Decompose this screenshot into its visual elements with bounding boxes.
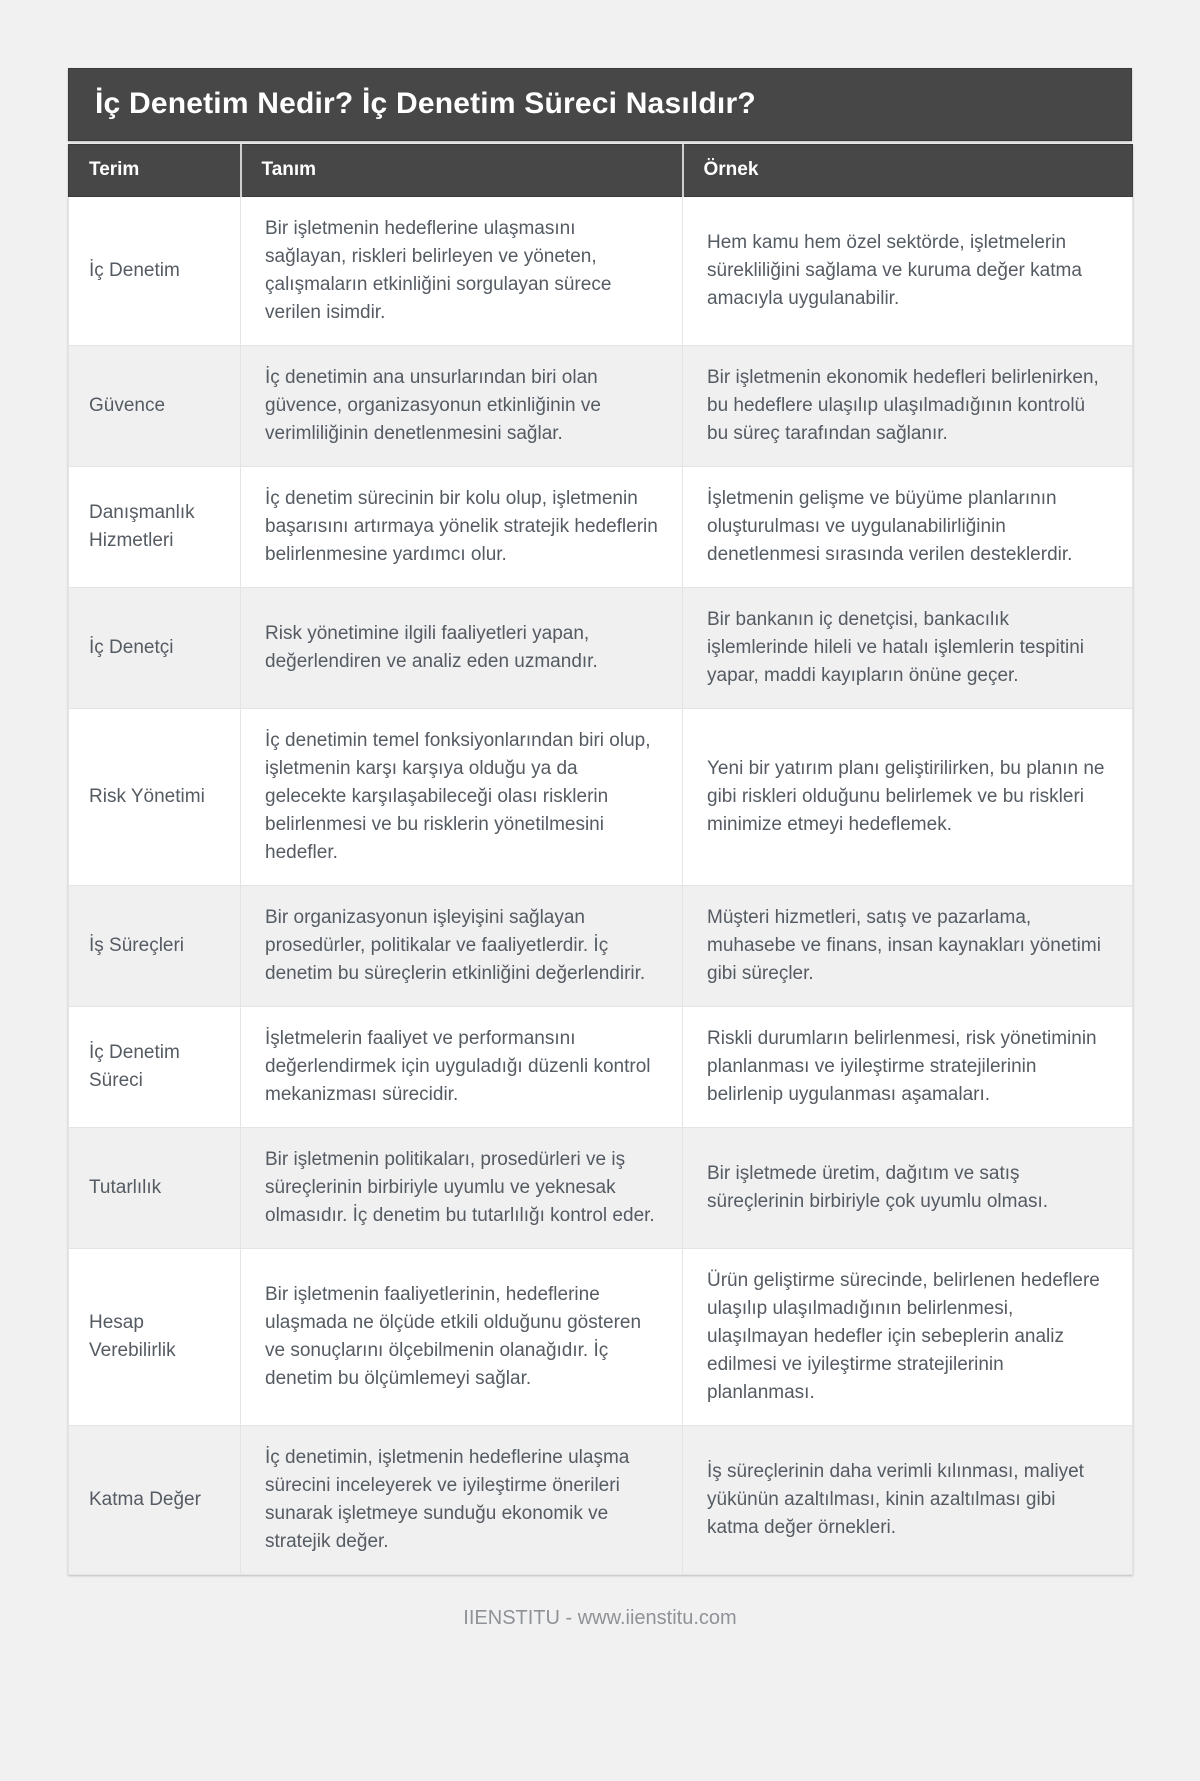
terms-table bbox=[68, 144, 1133, 1575]
definition-cell: Bir organizasyonun işleyişini sağlayan prosedürler, politikalar ve faaliyetlerdir. İç denetim bu süreçlerin etkinliğini değerlendirir. bbox=[241, 886, 683, 1007]
content-card bbox=[68, 0, 1132, 1630]
example-cell: Müşteri hizmetleri, satış ve pazarlama, muhasebe ve finans, insan kaynakları yönetimi gibi süreçler. bbox=[683, 886, 1133, 1007]
definition-cell: Bir işletmenin politikaları, prosedürleri ve iş süreçlerinin birbiriyle uyumlu ve yeknesak olmasıdır. İç denetim bu tutarlılığı kontrol eder. bbox=[241, 1128, 683, 1249]
column-header-definition: Tanım bbox=[241, 145, 683, 197]
table-row bbox=[69, 709, 1133, 886]
table-row bbox=[69, 1007, 1133, 1128]
definition-cell: Bir işletmenin faaliyetlerinin, hedeflerine ulaşmada ne ölçüde etkili olduğunu gösteren ve sonuçlarını ölçebilmenin olanağıdır. İç denetim bu ölçümlemeyi sağlar. bbox=[241, 1249, 683, 1426]
example-cell: İşletmenin gelişme ve büyüme planlarının oluşturulması ve uygulanabilirliğinin denetlenmesi sırasında verilen desteklerdir. bbox=[683, 467, 1133, 588]
term-cell: Tutarlılık bbox=[69, 1128, 241, 1249]
column-header-term: Terim bbox=[69, 145, 241, 197]
definition-cell: İşletmelerin faaliyet ve performansını değerlendirmek için uyguladığı düzenli kontrol mekanizması sürecidir. bbox=[241, 1007, 683, 1128]
example-cell: Ürün geliştirme sürecinde, belirlenen hedeflere ulaşılıp ulaşılmadığının belirlenmesi, ulaşılmayan hedefler için sebeplerin analiz edilmesi ve iyileştirme stratejilerinin planlanması. bbox=[683, 1249, 1133, 1426]
column-header-example: Örnek bbox=[683, 145, 1133, 197]
header-row bbox=[69, 145, 1133, 197]
term-cell: Danışmanlık Hizmetleri bbox=[69, 467, 241, 588]
table-row bbox=[69, 346, 1133, 467]
table-header bbox=[69, 145, 1133, 197]
table-row bbox=[69, 1426, 1133, 1575]
term-cell: İç Denetim bbox=[69, 197, 241, 346]
definition-cell: İç denetimin, işletmenin hedeflerine ulaşma sürecini inceleyerek ve iyileştirme önerileri sunarak işletmeye sunduğu ekonomik ve stratejik değer. bbox=[241, 1426, 683, 1575]
page-title: İç Denetim Nedir? İç Denetim Süreci Nasıldır? bbox=[68, 68, 1132, 141]
term-cell: Güvence bbox=[69, 346, 241, 467]
example-cell: Hem kamu hem özel sektörde, işletmelerin sürekliliğini sağlama ve kuruma değer katma amacıyla uygulanabilir. bbox=[683, 197, 1133, 346]
example-cell: Bir işletmenin ekonomik hedefleri belirlenirken, bu hedeflere ulaşılıp ulaşılmadığının kontrolü bu süreç tarafından sağlanır. bbox=[683, 346, 1133, 467]
footer-text: IIENSTITU - www.iienstitu.com bbox=[463, 1607, 737, 1629]
example-cell: Riskli durumların belirlenmesi, risk yönetiminin planlanması ve iyileştirme stratejilerinin belirlenip uygulanması aşamaları. bbox=[683, 1007, 1133, 1128]
term-cell: Hesap Verebilirlik bbox=[69, 1249, 241, 1426]
example-cell: Bir bankanın iç denetçisi, bankacılık işlemlerinde hileli ve hatalı işlemlerin tespitini yapar, maddi kayıpların önüne geçer. bbox=[683, 588, 1133, 709]
table-body bbox=[69, 197, 1133, 1575]
table-row bbox=[69, 1249, 1133, 1426]
term-cell: İç Denetçi bbox=[69, 588, 241, 709]
example-cell: İş süreçlerinin daha verimli kılınması, maliyet yükünün azaltılması, kinin azaltılması gibi katma değer örnekleri. bbox=[683, 1426, 1133, 1575]
table-row bbox=[69, 197, 1133, 346]
table-row bbox=[69, 588, 1133, 709]
term-cell: Katma Değer bbox=[69, 1426, 241, 1575]
table-row bbox=[69, 886, 1133, 1007]
definition-cell: İç denetimin ana unsurlarından biri olan güvence, organizasyonun etkinliğinin ve verimliliğinin denetlenmesini sağlar. bbox=[241, 346, 683, 467]
definition-cell: İç denetimin temel fonksiyonlarından biri olup, işletmenin karşı karşıya olduğu ya da gelecekte karşılaşabileceği olası risklerin belirlenmesi ve bu risklerin yönetilmesini hedefler. bbox=[241, 709, 683, 886]
term-cell: Risk Yönetimi bbox=[69, 709, 241, 886]
definition-cell: Risk yönetimine ilgili faaliyetleri yapan, değerlendiren ve analiz eden uzmandır. bbox=[241, 588, 683, 709]
table-row bbox=[69, 1128, 1133, 1249]
example-cell: Yeni bir yatırım planı geliştirilirken, bu planın ne gibi riskleri olduğunu belirlemek ve bu riskleri minimize etmeyi hedeflemek. bbox=[683, 709, 1133, 886]
term-cell: İç Denetim Süreci bbox=[69, 1007, 241, 1128]
table-row bbox=[69, 467, 1133, 588]
example-cell: Bir işletmede üretim, dağıtım ve satış süreçlerinin birbiriyle çok uyumlu olması. bbox=[683, 1128, 1133, 1249]
term-cell: İş Süreçleri bbox=[69, 886, 241, 1007]
definition-cell: İç denetim sürecinin bir kolu olup, işletmenin başarısını artırmaya yönelik stratejik hedeflerin belirlenmesine yardımcı olur. bbox=[241, 467, 683, 588]
definition-cell: Bir işletmenin hedeflerine ulaşmasını sağlayan, riskleri belirleyen ve yöneten, çalışmaların etkinliğini sorgulayan sürece verilen isimdir. bbox=[241, 197, 683, 346]
